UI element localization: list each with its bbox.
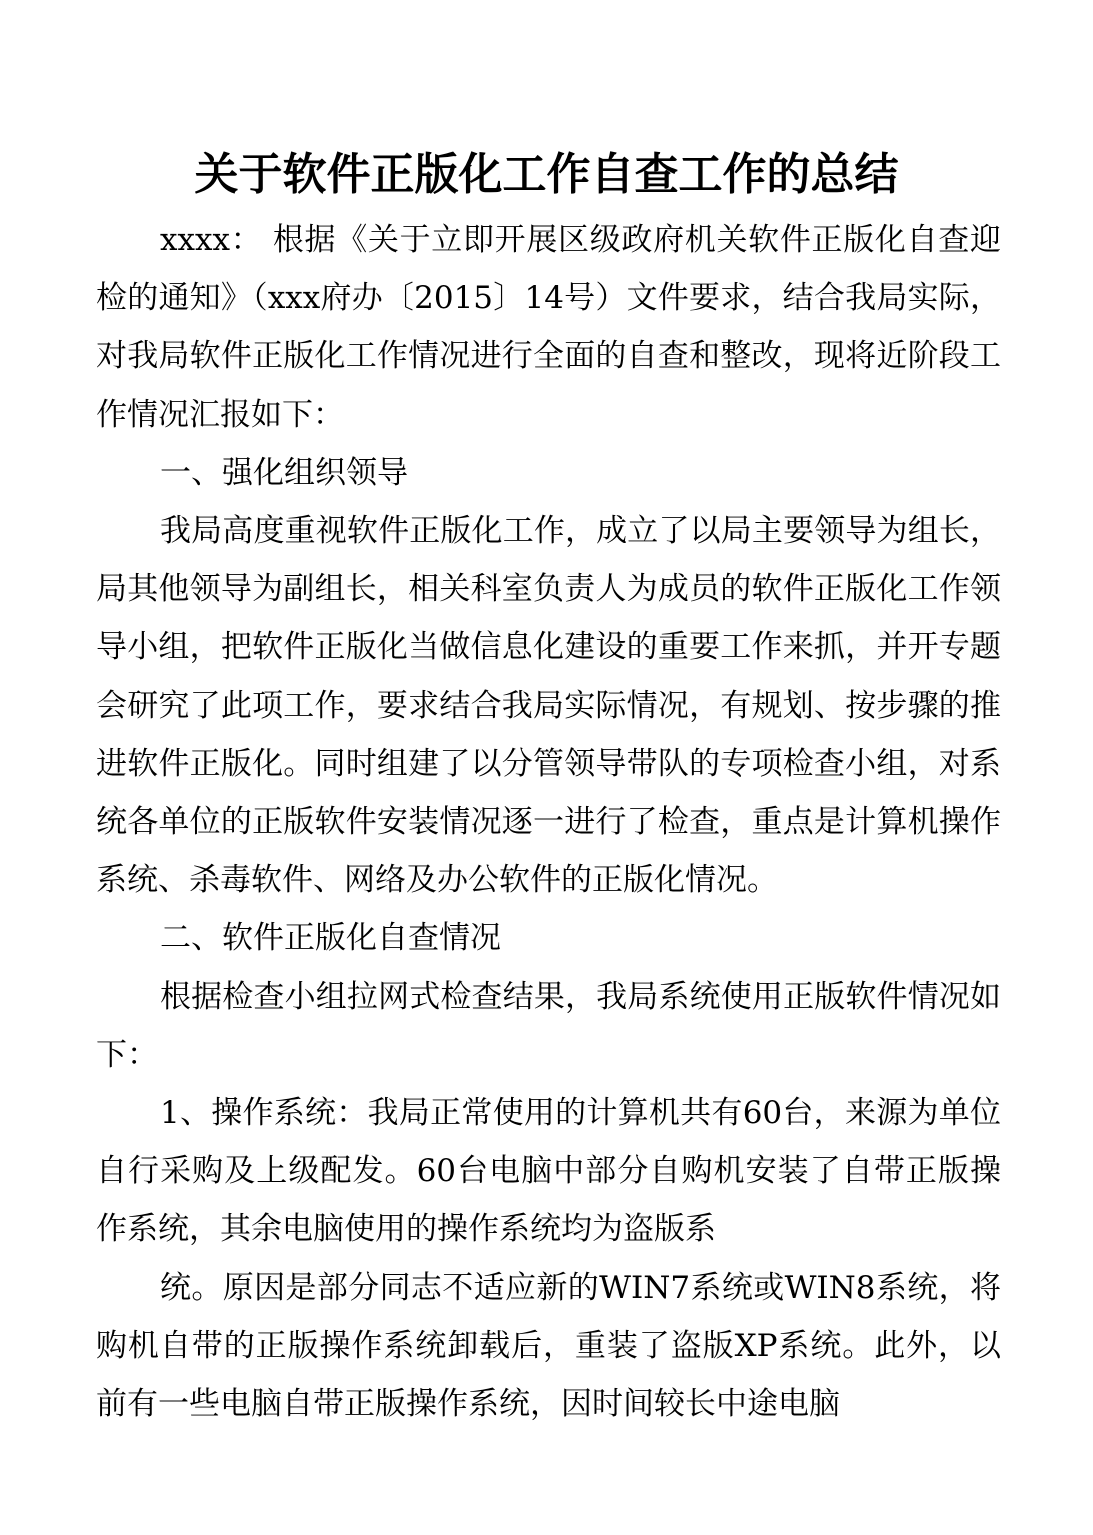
paragraph-item-1: 1、操作系统：我局正常使用的计算机共有60台，来源为单位自行采购及上级配发。60台电脑中部分自购机安装了自带正版操作系统，其余电脑使用的操作系统均为盗版系 — [96, 1095, 1001, 1248]
heading-section-1: 一、强化组织领导 — [160, 454, 408, 491]
paragraph-intro: xxxx： 根据《关于立即开展区级政府机关软件正版化自查迎检的通知》（xxx府办〔2015〕14号）文件要求，结合我局实际，对我局软件正版化工作情况进行全面的自查和整改，现将近阶段工作情况汇报如下： — [96, 222, 1001, 433]
paragraph-section-2: 根据检查小组拉网式检查结果，我局系统使用正版软件情况如下： — [96, 978, 1001, 1073]
heading-section-2: 二、软件正版化自查情况 — [160, 920, 501, 957]
document-title: 关于软件正版化工作自查工作的总结 — [194, 149, 899, 200]
paragraph-item-1-continued: 统。原因是部分同志不适应新的WIN7系统或WIN8系统，将购机自带的正版操作系统卸载后，重装了盗版XP系统。此外，以前有一些电脑自带正版操作系统，因时间较长中途电脑 — [96, 1269, 1001, 1423]
document-body — [96, 211, 1001, 1433]
paragraph-section-1: 我局高度重视软件正版化工作，成立了以局主要领导为组长，局其他领导为副组长，相关科室负责人为成员的软件正版化工作领导小组，把软件正版化当做信息化建设的重要工作来抓，并开专题会研究了此项工作，要求结合我局实际情况，有规划、按步骤的推进软件正版化。同时组建了以分管领导带队的专项检查小组，对系统各单位的正版软件安装情况逐一进行了检查，重点是计算机操作系统、杀毒软件、网络及办公软件的正版化情况。 — [96, 513, 1001, 899]
